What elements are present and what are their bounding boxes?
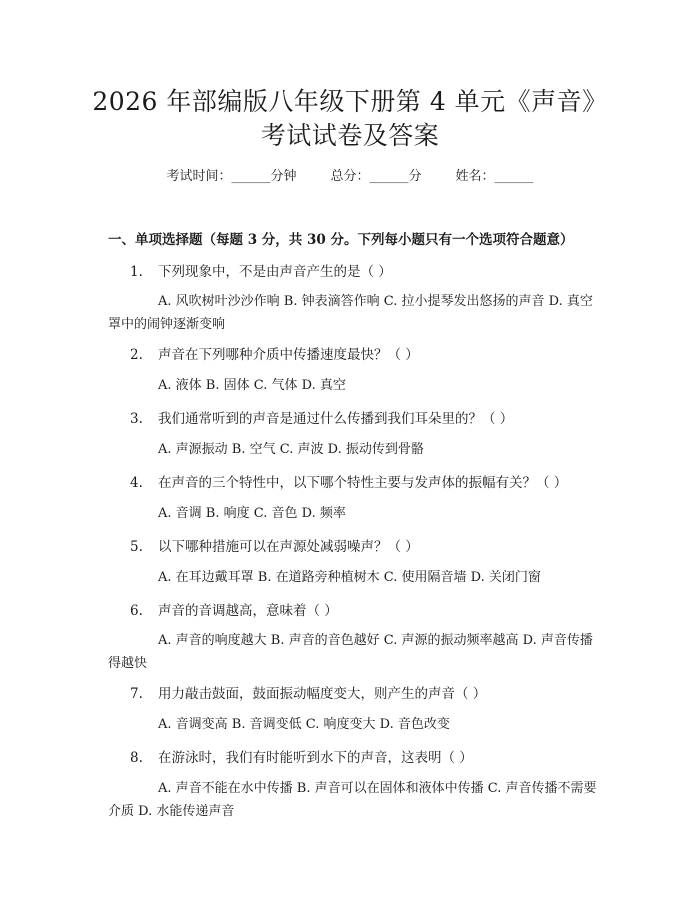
question-options: A. 声源振动 B. 空气 C. 声波 D. 振动传到骨骼 (158, 442, 424, 457)
question-options: A. 声音不能在水中传播 B. 声音可以在固体和液体中传播 C. 声音传播不需要介质 D. 水能传递声音 (108, 781, 597, 819)
section-heading: 一、单项选择题（每题 3 分，共 30 分。下列每小题只有一个选项符合题意） (108, 232, 574, 248)
exam-meta (0, 167, 700, 187)
question-options: A. 音调 B. 响度 C. 音色 D. 频率 (158, 506, 346, 521)
question-options: A. 在耳边戴耳罩 B. 在道路旁种植树木 C. 使用隔音墙 D. 关闭门窗 (158, 570, 541, 585)
question-stem (130, 409, 513, 429)
question-text: 在声音的三个特性中，以下哪个特性主要与发声体的振幅有关？（ ） (158, 475, 568, 491)
question-text: 下列现象中，不是由声音产生的是（ ） (158, 264, 392, 280)
question-options: A. 液体 B. 固体 C. 气体 D. 真空 (158, 378, 346, 393)
question-text: 我们通常听到的声音是通过什么传播到我们耳朵里的？（ ） (158, 411, 514, 427)
question-number: 4. (130, 475, 143, 491)
question-stem (130, 345, 419, 365)
exam-time-field: 考试时间：______分钟 (166, 169, 297, 184)
exam-title-line1: 2026 年部编版八年级下册第 4 单元《声音》 (92, 87, 608, 116)
exam-title-line2: 考试试卷及答案 (260, 121, 440, 150)
question-text: 以下哪种措施可以在声源处减弱噪声？（ ） (158, 539, 419, 555)
question-number: 1. (130, 264, 143, 280)
question-stem (130, 537, 419, 557)
question-text: 用力敲击鼓面，鼓面振动幅度变大，则产生的声音（ ） (158, 686, 487, 702)
question-stem (130, 684, 486, 704)
question-options: A. 风吹树叶沙沙作响 B. 钟表滴答作响 C. 拉小提琴发出悠扬的声音 D. 真空罩中的闹钟逐渐变响 (108, 294, 593, 332)
question-text: 声音在下列哪种介质中传播速度最快？（ ） (158, 347, 419, 363)
question-text: 声音的音调越高，意味着（ ） (158, 603, 338, 619)
question-stem (130, 473, 567, 493)
question-number: 3. (130, 411, 143, 427)
question-options: A. 音调变高 B. 音调变低 C. 响度变大 D. 音色改变 (158, 717, 450, 732)
question-options: A. 声音的响度越大 B. 声音的音色越好 C. 声源的振动频率越高 D. 声音传播得越快 (108, 633, 593, 671)
question-number: 6. (130, 603, 143, 619)
total-score-field: 总分：______分 (330, 169, 422, 184)
student-name-field: 姓名：______ (455, 169, 534, 184)
question-stem (130, 262, 392, 282)
question-number: 7. (130, 686, 143, 702)
question-number: 5. (130, 539, 143, 555)
question-stem (130, 748, 473, 768)
question-number: 8. (130, 750, 143, 766)
question-text: 在游泳时，我们有时能听到水下的声音，这表明（ ） (158, 750, 473, 766)
question-number: 2. (130, 347, 143, 363)
question-stem (130, 601, 338, 621)
